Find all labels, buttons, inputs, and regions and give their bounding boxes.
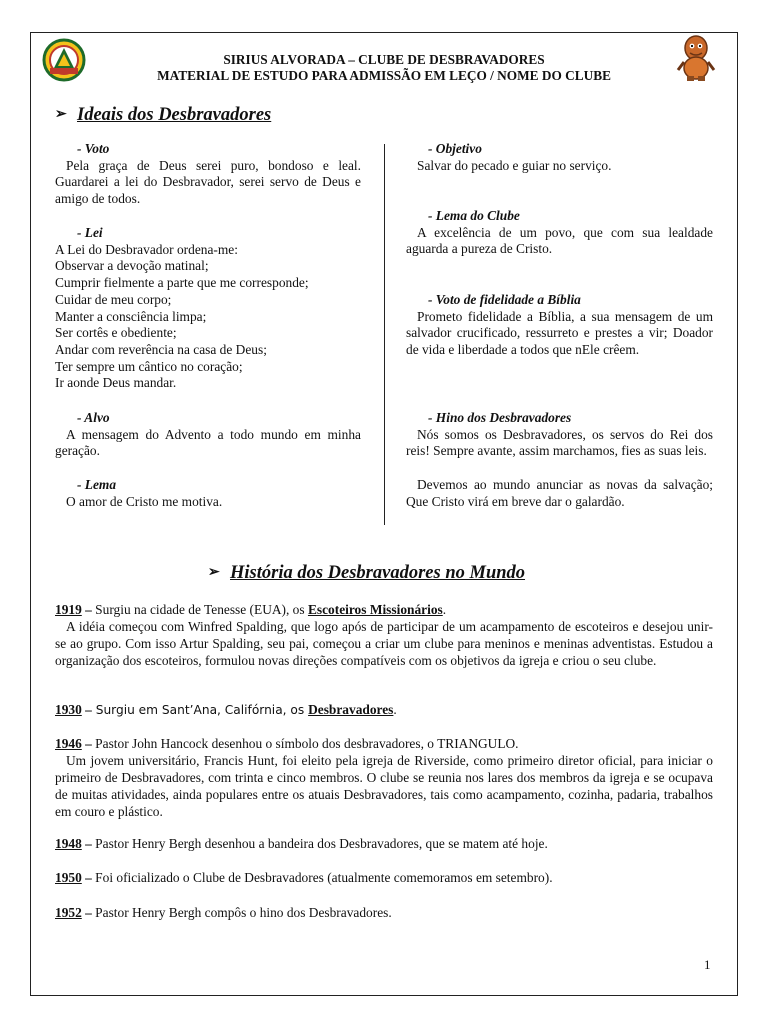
lema-clube-text: A excelência de um povo, que com sua lealdade aguarda a pureza de Cristo. (406, 224, 713, 257)
history-1950-text: Foi oficializado o Clube de Desbravadores (atualmente comemoramos em setembro). (91, 870, 553, 885)
year-1948: 1948 (55, 836, 82, 851)
dash: – (81, 736, 92, 751)
lei-line: A Lei do Desbravador ordena-me: (55, 241, 238, 257)
objetivo-heading: - Objetivo (428, 141, 482, 156)
period: . (442, 602, 447, 617)
year-1946: 1946 (55, 736, 82, 751)
lema-clube-heading: - Lema do Clube (428, 208, 520, 223)
lei-line: Observar a devoção matinal; (55, 258, 209, 274)
year-1930: 1930 (55, 702, 82, 717)
voto-biblia-heading: - Voto de fidelidade a Bíblia (428, 292, 581, 307)
alvo-heading: - Alvo (77, 410, 110, 425)
lema-text: O amor de Cristo me motiva. (66, 493, 223, 509)
dash: – (81, 836, 92, 851)
history-1919-text: Surgiu na cidade de Tenesse (EUA), os (91, 602, 308, 617)
lei-heading: - Lei (77, 225, 103, 240)
history-1948 (55, 835, 713, 852)
history-1919-paragraph: A idéia começou com Winfred Spalding, que logo após de participar de um acampamento de escoteiros e desejou unir-se ao grupo. Com isso Artur Spalding, seu pai, começou a criar um clube para meninos e meninas adventistas. Estudou a organização dos escoteiros, formulou novas direções compatíveis com os objetivos da igreja e criou o seu clube. (55, 619, 713, 668)
year-1919: 1919 (55, 602, 82, 617)
history-1948-text: Pastor Henry Bergh desenhou a bandeira dos Desbravadores, que se matem até hoje. (91, 836, 548, 851)
year-1952: 1952 (55, 905, 82, 920)
lei-line: Cumprir fielmente a parte que me corresponde; (55, 275, 309, 291)
dash: – (81, 702, 92, 717)
history-1952-text: Pastor Henry Bergh compôs o hino dos Desbravadores. (91, 905, 392, 920)
section-title-historia: História dos Desbravadores no Mundo (230, 563, 526, 583)
lei-line: Andar com reverência na casa de Deus; (55, 341, 267, 357)
lei-line: Ir aonde Deus mandar. (55, 375, 177, 391)
section-title-ideais: Ideais dos Desbravadores (77, 105, 272, 125)
lei-line: Manter a consciência limpa; (55, 308, 207, 324)
year-1950: 1950 (55, 870, 82, 885)
history-1930 (55, 701, 713, 719)
page-number: 1 (704, 957, 711, 972)
history-1946-text: Pastor John Hancock desenhou o símbolo dos desbravadores, o TRIANGULO. (91, 736, 519, 751)
lei-line: Ser cortês e obediente; (55, 325, 177, 341)
objetivo-text: Salvar do pecado e guiar no serviço. (417, 157, 612, 173)
voto-biblia-text: Prometo fidelidade a Bíblia, a sua mensagem de um salvador crucificado, ressurreto e prestes a vir; Doador de vida e liberdade a todos que nEle crêem. (406, 308, 713, 358)
desbravadores-highlight: Desbravadores (308, 702, 394, 717)
escoteiros-missionarios-highlight: Escoteiros Missionários (307, 602, 443, 617)
header-line-1: SIRIUS ALVORADA – CLUBE DE DESBRAVADORES (223, 52, 545, 67)
history-1950 (55, 869, 713, 886)
lei-line: Cuidar de meu corpo; (55, 291, 172, 307)
history-1946 (55, 735, 713, 820)
dash: – (81, 905, 92, 920)
voto-heading: - Voto (77, 141, 110, 156)
arrow-bullet-icon: ➢ (208, 565, 220, 580)
lei-list (55, 242, 361, 392)
column-divider (384, 144, 385, 525)
period: . (393, 702, 397, 717)
lema-heading: - Lema (77, 477, 117, 492)
dash: – (81, 602, 92, 617)
dash: – (81, 870, 92, 885)
voto-text: Pela graça de Deus serei puro, bondoso e leal. Guardarei a lei do Desbravador, serei servo de Deus e amigo de todos. (55, 157, 361, 207)
history-1919 (55, 601, 713, 669)
lei-line: Ter sempre um cântico no coração; (55, 358, 243, 374)
history-1930-text: Surgiu em Sant’Ana, Califórnia, os (91, 703, 309, 717)
header-line-2: MATERIAL DE ESTUDO PARA ADMISSÃO EM LEÇO / NOME DO CLUBE (157, 68, 611, 83)
arrow-bullet-icon: ➢ (55, 107, 67, 122)
history-1952 (55, 904, 713, 921)
hino-paragraph-1: Nós somos os Desbravadores, os servos do Rei dos reis! Sempre avante, assim marchamos, fies as suas leis. (406, 426, 713, 459)
hino-heading: - Hino dos Desbravadores (428, 410, 572, 425)
history-1946-paragraph: Um jovem universitário, Francis Hunt, foi eleito pela igreja de Riverside, como primeiro diretor oficial, para iniciar o primeiro de Desbravadores, com trinta e cinco membros. O clube se reunia nos lares dos membros da igreja e se ocupava de muitas atividades, ainda populares entre os atuais Desbravadores, tais como acampamento, cozinha, padaria, trabalhos em couro e plástico. (55, 753, 713, 819)
hino-paragraph-2: Devemos ao mundo anunciar as novas da salvação; Que Cristo virá em breve dar o galardão. (406, 477, 713, 509)
alvo-text: A mensagem do Advento a todo mundo em minha geração. (55, 426, 361, 459)
